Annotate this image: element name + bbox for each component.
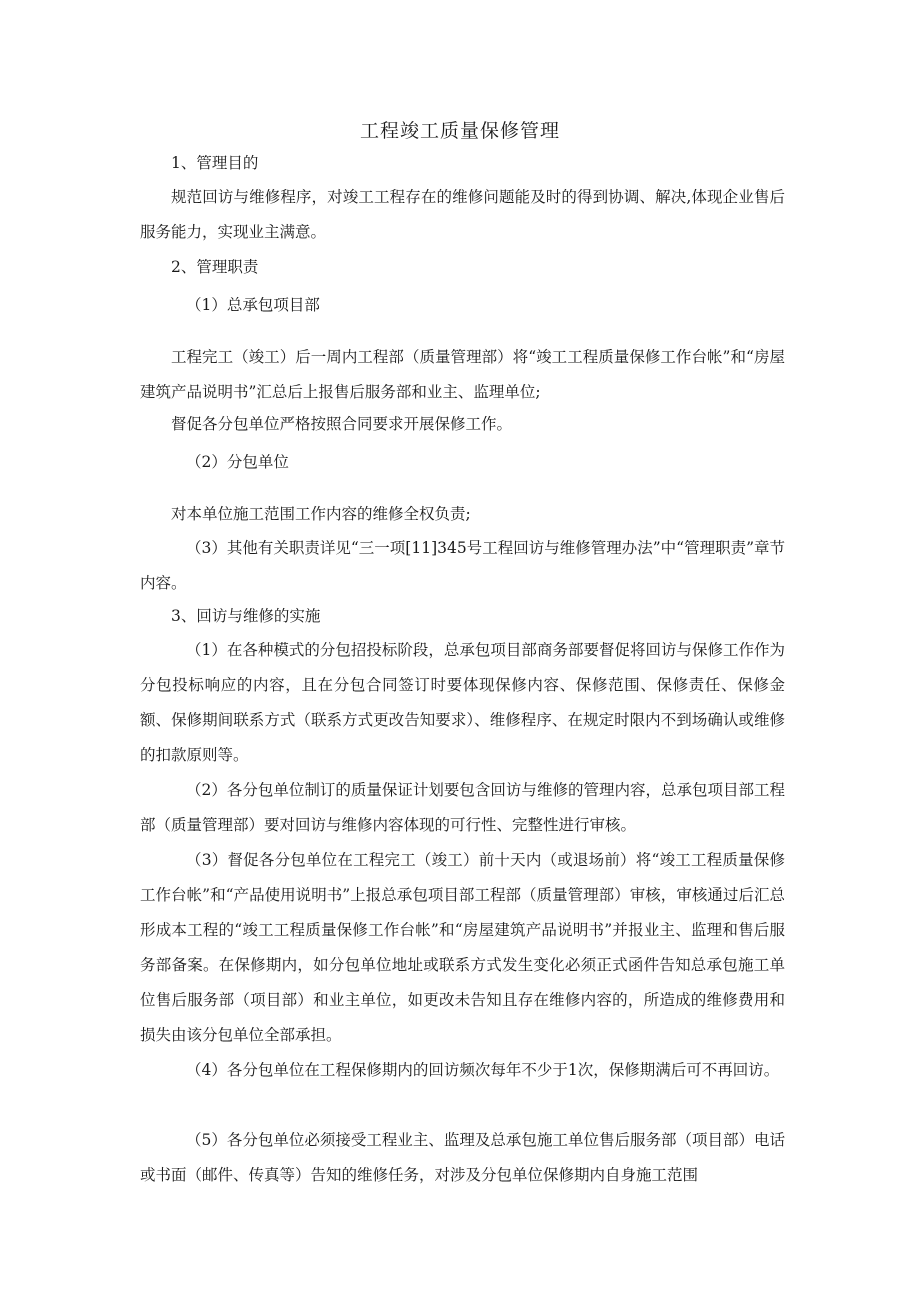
section-2-paragraph-3: 对本单位施工范围工作内容的维修全权负责; bbox=[171, 505, 471, 523]
section-2-sub-1: （1）总承包项目部 bbox=[186, 296, 320, 314]
section-3-paragraph-1: （1）在各种模式的分包招投标阶段，总承包项目部商务部要督促将回访与保修工作作为分包投标响应的内容，且在分包合同签订时要体现保修内容、保修范围、保修责任、保修金额、保修期间联系方式（联系方式更改告知要求）、维修程序、在规定时限内不到场确认或维修的扣款原则等。 bbox=[140, 641, 785, 764]
section-2-paragraph-1: 工程完工（竣工）后一周内工程部（质量管理部）将“竣工工程质量保修工作台帐”和“房屋建筑产品说明书”汇总后上报售后服务部和业主、监理单位; bbox=[140, 348, 785, 401]
section-3-heading: 3、回访与维修的实施 bbox=[171, 607, 321, 625]
section-2-paragraph-2: 督促各分包单位严格按照合同要求开展保修工作。 bbox=[171, 415, 513, 433]
section-1-body: 规范回访与维修程序，对竣工工程存在的维修问题能及时的得到协调、解决,体现企业售后服务能力，实现业主满意。 bbox=[140, 188, 785, 241]
section-3-paragraph-4: （4）各分包单位在工程保修期内的回访频次每年不少于1次，保修期满后可不再回访。 bbox=[186, 1061, 780, 1079]
section-3-paragraph-5: （5）各分包单位必须接受工程业主、监理及总承包施工单位售后服务部（项目部）电话或书面（邮件、传真等）告知的维修任务，对涉及分包单位保修期内自身施工范围 bbox=[140, 1131, 785, 1184]
section-3-paragraph-2: （2）各分包单位制订的质量保证计划要包含回访与维修的管理内容，总承包项目部工程部（质量管理部）要对回访与维修内容体现的可行性、完整性进行审核。 bbox=[140, 781, 785, 834]
section-2-heading: 2、管理职责 bbox=[171, 258, 259, 276]
document-title: 工程竣工质量保修管理 bbox=[359, 120, 560, 142]
section-3-paragraph-3: （3）督促各分包单位在工程完工（竣工）前十天内（或退场前）将“竣工工程质量保修工作台帐”和“产品使用说明书”上报总承包项目部工程部（质量管理部）审核，审核通过后汇总形成本工程的“竣工工程质量保修工作台帐”和“房屋建筑产品说明书”并报业主、监理和售后服务部备案。在保修期内，如分包单位地址或联系方式发生变化必须正式函件告知总承包施工单位售后服务部（项目部）和业主单位，如更改未告知且存在维修内容的，所造成的维修费用和损失由该分包单位全部承担。 bbox=[140, 851, 785, 1044]
section-2-paragraph-4: （3）其他有关职责详见“三一项[11]345号工程回访与维修管理办法”中“管理职责”章节内容。 bbox=[140, 539, 785, 592]
section-2-sub-2: （2）分包单位 bbox=[186, 453, 289, 471]
section-1-heading: 1、管理目的 bbox=[171, 154, 259, 172]
